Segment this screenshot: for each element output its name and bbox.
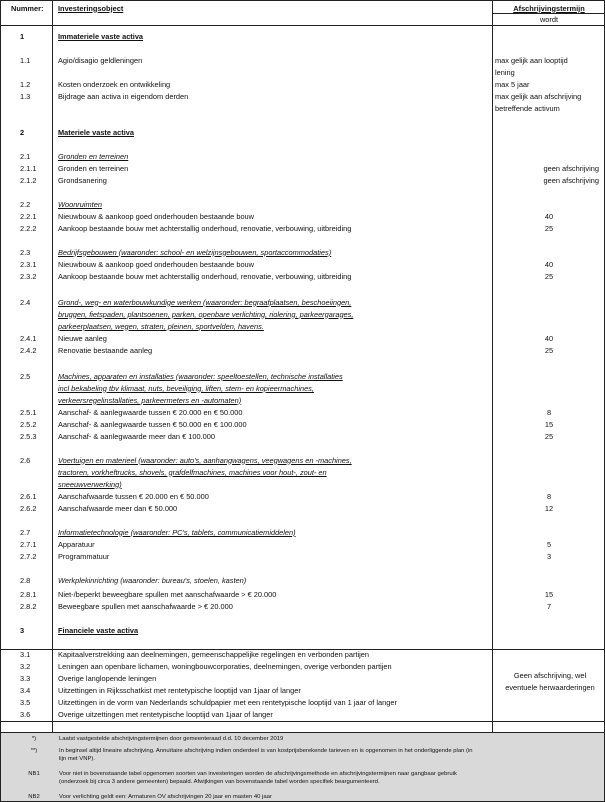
row-number: 2.5.2 bbox=[20, 419, 37, 429]
table-row bbox=[1, 31, 604, 43]
row-description: Kapitaalverstrekking aan deelnemingen, gemeenschappelijke regelingen en verbonden partijen bbox=[58, 649, 370, 659]
table-row bbox=[1, 247, 604, 259]
table-row bbox=[1, 479, 604, 491]
row-description: verkeersregelinstallaties, parkeermeters en -automaten) bbox=[58, 395, 242, 405]
row-number: 2.7.2 bbox=[20, 551, 37, 561]
row-number: 2.5 bbox=[20, 371, 31, 381]
table-row bbox=[1, 91, 604, 103]
table-row bbox=[1, 625, 604, 637]
table-row bbox=[1, 103, 604, 115]
row-term: 40 bbox=[544, 259, 554, 269]
row-description: Aanschaf- & aanlegwaarde meer dan € 100.000 bbox=[58, 431, 215, 441]
row-number: 3.6 bbox=[20, 709, 31, 719]
row-description: tractoren, vorkheftrucks, shovels, grafdelfmachines, machines voor hout-, zout- en bbox=[58, 467, 327, 477]
row-number: 2.4.2 bbox=[20, 345, 37, 355]
row-number: 1.3 bbox=[20, 91, 31, 101]
row-term: 8 bbox=[546, 407, 552, 417]
row-number: 2.7.1 bbox=[20, 539, 37, 549]
table-row bbox=[1, 527, 604, 539]
row-number: 3.2 bbox=[20, 661, 31, 671]
row-description: sneeuwverwerking) bbox=[58, 479, 122, 489]
row-term: 25 bbox=[544, 345, 554, 355]
row-description: Aankoop bestaande bouw met achterstallig onderhoud, renovatie, verbouwing, uitbreiding bbox=[58, 223, 352, 233]
table-row bbox=[1, 55, 604, 67]
table-row bbox=[1, 419, 604, 431]
row-number: 1.1 bbox=[20, 55, 31, 65]
row-description: Beweegbare spullen met aanschafwaarde > € 20.000 bbox=[58, 601, 233, 611]
row-description: Kosten onderzoek en ontwikkeling bbox=[58, 79, 171, 89]
row-description: Voertuigen en materieel (waaronder: auto's, aanhangwagens, veegwagens en -machines, bbox=[58, 455, 352, 465]
row-divider bbox=[1, 721, 604, 722]
table-row bbox=[1, 575, 604, 587]
row-number: 2.3.1 bbox=[20, 259, 37, 269]
row-description: Grondsanering bbox=[58, 175, 107, 185]
row-number: 2.2.2 bbox=[20, 223, 37, 233]
footnote-text: (onderzoek bij circa 3 andere gemeenten) bepaald. Afwijkingen van bovenstaande tabel worden specifiek beargumenteerd. bbox=[59, 779, 380, 785]
row-number: 2.1.2 bbox=[20, 175, 37, 185]
financial-term-line1: Geen afschrijving, wel bbox=[513, 671, 587, 680]
row-term: 15 bbox=[544, 589, 554, 599]
row-description: Gronden en terreinen bbox=[58, 163, 129, 173]
row-number: 1 bbox=[20, 31, 25, 41]
table-row bbox=[1, 345, 604, 357]
row-number: 2.8.2 bbox=[20, 601, 37, 611]
footnote-key: *) bbox=[31, 736, 37, 742]
row-term: lening bbox=[495, 67, 515, 77]
row-number: 2.6.2 bbox=[20, 503, 37, 513]
row-description: Uitzettingen in de vorm van Nederlands schuldpapier met een rentetypische looptijd van 1 jaar of langer bbox=[58, 697, 397, 707]
row-divider bbox=[1, 25, 604, 26]
row-description: Nieuwbouw & aankoop goed onderhouden bestaande bouw bbox=[58, 211, 255, 221]
row-number: 2.6 bbox=[20, 455, 31, 465]
row-term: 7 bbox=[546, 601, 552, 611]
row-term: 40 bbox=[544, 211, 554, 221]
footnote-key: **) bbox=[30, 748, 38, 754]
row-description: Programmatuur bbox=[58, 551, 110, 561]
financial-term-line2: eventuele herwaarderingen bbox=[505, 683, 595, 692]
row-description: Werkplekinrichting (waaronder: bureau's, stoelen, kasten) bbox=[58, 575, 247, 585]
table-row bbox=[1, 151, 604, 163]
table-row bbox=[1, 407, 604, 419]
row-number: 3.4 bbox=[20, 685, 31, 695]
footnote-key: NB1 bbox=[28, 771, 40, 777]
table-row bbox=[1, 163, 604, 175]
row-number: 2.7 bbox=[20, 527, 31, 537]
column-divider bbox=[52, 1, 53, 732]
row-description: Agio/disagio geldleningen bbox=[58, 55, 143, 65]
header-row-2 bbox=[1, 14, 604, 26]
table-row bbox=[1, 309, 604, 321]
footer-divider bbox=[1, 732, 604, 733]
row-description: Niet-/beperkt beweegbare spullen met aanschafwaarde > € 20.000 bbox=[58, 589, 277, 599]
footnote-text: Laatst vastgestelde afschrijvingstermijnen door gemeenteraad d.d. 10 december 2019 bbox=[59, 736, 284, 742]
footnote-text: In beginsel altijd lineaire afschrijving. Annuïtaire afschrijving indien onderdeel is van kostprijsberekende tarieven en is opgenomen in het onderliggende plan (in bbox=[59, 748, 473, 754]
header-object: Investeringsobject bbox=[58, 3, 124, 13]
row-description: Nieuwbouw & aankoop goed onderhouden bestaande bouw bbox=[58, 259, 255, 269]
row-term: 8 bbox=[546, 491, 552, 501]
row-number: 2.8 bbox=[20, 575, 31, 585]
table-row bbox=[1, 503, 604, 515]
footnote-text: lijn met VNP). bbox=[59, 756, 96, 762]
row-divider bbox=[493, 13, 604, 14]
row-description: Apparatuur bbox=[58, 539, 95, 549]
table-row bbox=[1, 455, 604, 467]
table-row bbox=[1, 649, 604, 661]
financial-term-cell bbox=[495, 670, 605, 694]
row-description: Financiele vaste activa bbox=[58, 625, 139, 635]
row-number: 2.3 bbox=[20, 247, 31, 257]
row-number: 2.1 bbox=[20, 151, 31, 161]
row-term: max gelijk aan afschrijving bbox=[495, 91, 582, 101]
table-row bbox=[1, 551, 604, 563]
row-description: Aanschaf- & aanlegwaarde tussen € 50.000 en € 100.000 bbox=[58, 419, 247, 429]
row-number: 2.5.1 bbox=[20, 407, 37, 417]
row-term: 5 bbox=[546, 539, 552, 549]
row-term: geen afschrijving bbox=[543, 175, 599, 185]
table-row bbox=[1, 199, 604, 211]
header-number: Nummer: bbox=[11, 3, 44, 13]
row-description: incl bekabeling tbv klimaat, nuts, beveiliging, liften, stem- en kopieermachines, bbox=[58, 383, 314, 393]
row-term: 25 bbox=[544, 431, 554, 441]
row-description: Overige uitzettingen met rentetypische looptijd van 1jaar of langer bbox=[58, 709, 273, 719]
row-description: Immateriele vaste activa bbox=[58, 31, 144, 41]
table-row bbox=[1, 79, 604, 91]
table-row bbox=[1, 395, 604, 407]
row-description: Bijdrage aan activa in eigendom derden bbox=[58, 91, 189, 101]
row-description: Aanschafwaarde tussen € 20.000 en € 50.000 bbox=[58, 491, 209, 501]
table-row bbox=[1, 127, 604, 139]
row-description: Leningen aan openbare lichamen, woningbouwcorporaties, deelnemingen, overige verbonden partijen bbox=[58, 661, 392, 671]
row-number: 3.5 bbox=[20, 697, 31, 707]
row-description: Informatietechnologie (waaronder: PC's, tablets, communicatiemiddelen) bbox=[58, 527, 296, 537]
row-number: 2.3.2 bbox=[20, 271, 37, 281]
table-row bbox=[1, 271, 604, 283]
table-row bbox=[1, 259, 604, 271]
row-description: Woonruimten bbox=[58, 199, 102, 209]
row-number: 2.4 bbox=[20, 297, 31, 307]
row-term: max gelijk aan looptijd bbox=[495, 55, 568, 65]
table-row bbox=[1, 371, 604, 383]
table-row bbox=[1, 333, 604, 345]
row-description: Nieuwe aanleg bbox=[58, 333, 107, 343]
row-number: 3 bbox=[20, 625, 25, 635]
row-number: 2.1.1 bbox=[20, 163, 37, 173]
row-term: 40 bbox=[544, 333, 554, 343]
row-number: 2.4.1 bbox=[20, 333, 37, 343]
footnote-text: Voor verlichting geldt een: Armaturen OV afschrijvingen 20 jaar en masten 40 jaar bbox=[59, 794, 272, 800]
row-term: 25 bbox=[544, 223, 554, 233]
row-description: Aankoop bestaande bouw met achterstallig onderhoud, renovatie, verbouwing, uitbreiding bbox=[58, 271, 352, 281]
row-description: Gronden en terreinen bbox=[58, 151, 129, 161]
row-number: 2.8.1 bbox=[20, 589, 37, 599]
row-number: 1.2 bbox=[20, 79, 31, 89]
table-row bbox=[1, 709, 604, 721]
row-term: max 5 jaar bbox=[495, 79, 530, 89]
row-number: 3.3 bbox=[20, 673, 31, 683]
table-row bbox=[1, 175, 604, 187]
table-row bbox=[1, 539, 604, 551]
row-description: Aanschafwaarde meer dan € 50.000 bbox=[58, 503, 178, 513]
row-number: 2.2 bbox=[20, 199, 31, 209]
row-number: 3.1 bbox=[20, 649, 31, 659]
table-row bbox=[1, 297, 604, 309]
row-number: 2.2.1 bbox=[20, 211, 37, 221]
row-term: 12 bbox=[544, 503, 554, 513]
row-divider bbox=[1, 649, 604, 650]
table-row bbox=[1, 383, 604, 395]
row-description: Materiele vaste activa bbox=[58, 127, 135, 137]
table-row bbox=[1, 589, 604, 601]
row-description: bruggen, fietspaden, plantsoenen, parken, openbare verlichting, riolering, parkeergarages, bbox=[58, 309, 354, 319]
table-row bbox=[1, 223, 604, 235]
row-term: geen afschrijving bbox=[543, 163, 599, 173]
table-row bbox=[1, 697, 604, 709]
row-description: Overige langlopende leningen bbox=[58, 673, 157, 683]
row-number: 2.6.1 bbox=[20, 491, 37, 501]
footnote-text: Voor niet in bovenstaande tabel opgenomen soorten van investeringen worden de afschrijvingsmethode en afschrijvingstermijnen naar gangbaar gebruik bbox=[59, 771, 457, 777]
footnote-key: NB2 bbox=[28, 794, 40, 800]
row-description: Aanschaf- & aanlegwaarde tussen € 20.000 en € 50.000 bbox=[58, 407, 243, 417]
row-term: 15 bbox=[544, 419, 554, 429]
row-number: 2 bbox=[20, 127, 25, 137]
table-row bbox=[1, 467, 604, 479]
column-divider bbox=[492, 1, 493, 732]
table-row bbox=[1, 67, 604, 79]
header-term: Afschrijvingstermijn bbox=[513, 3, 585, 13]
row-term: betreffende activum bbox=[495, 103, 560, 113]
row-description: Bedrijfsgebouwen (waaronder: school- en welzijnsgebouwen, sportaccommodaties) bbox=[58, 247, 332, 257]
row-description: Renovatie bestaande aanleg bbox=[58, 345, 153, 355]
table-row bbox=[1, 601, 604, 613]
row-description: Machines, apparaten en installaties (waaronder: speeltoestellen, technische installaties bbox=[58, 371, 343, 381]
row-description: parkeerplaatsen, wegen, straten, pleinen, sportvelden, havens. bbox=[58, 321, 264, 331]
row-term: 25 bbox=[544, 271, 554, 281]
table-row bbox=[1, 491, 604, 503]
row-description: Uitzettingen in Rijksschatkist met rentetypische looptijd van 1jaar of langer bbox=[58, 685, 301, 695]
row-number: 2.5.3 bbox=[20, 431, 37, 441]
header-term-2: wordt bbox=[539, 14, 559, 24]
table-row bbox=[1, 431, 604, 443]
table-row bbox=[1, 211, 604, 223]
row-term: 3 bbox=[546, 551, 552, 561]
table-row bbox=[1, 321, 604, 333]
row-description: Grond-, weg- en waterbouwkundige werken (waaronder: begraafplaatsen, beschoeiingen, bbox=[58, 297, 352, 307]
